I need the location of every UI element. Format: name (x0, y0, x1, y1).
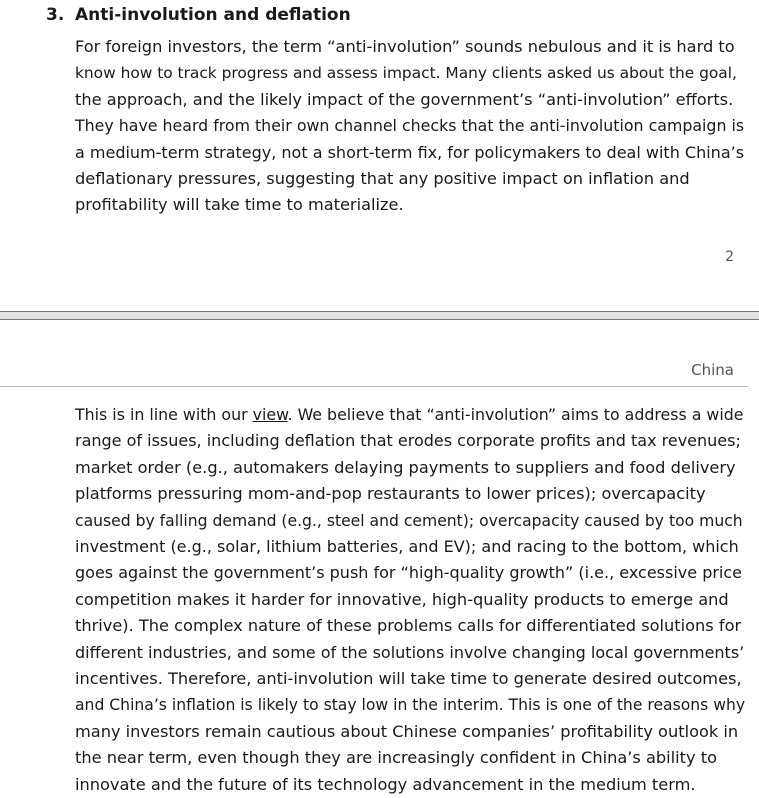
paragraph-line: a medium-term strategy, not a short-term fix, for policymakers to deal with China’s (75, 142, 745, 162)
paragraph-line: and China’s inflation is likely to stay low in the interim. This is one of the reasons why (75, 696, 746, 715)
section-heading (46, 4, 351, 26)
paragraph-line: range of issues, including deflation that erodes corporate profits and tax revenues; (75, 431, 741, 451)
view-link[interactable]: view (252, 405, 288, 424)
page-break-separator (0, 311, 759, 320)
paragraph-line: the near term, even though they are increasingly confident in China’s ability to (75, 748, 717, 768)
paragraph-line: market order (e.g., automakers delaying payments to suppliers and food delivery (75, 457, 736, 477)
paragraph-line: platforms pressuring mom-and-pop restaurants to lower prices); overcapacity (75, 484, 706, 504)
section-number: 3. (46, 5, 65, 25)
running-header: China (691, 361, 734, 379)
paragraph-line: deflationary pressures, suggesting that any positive impact on inflation and (75, 169, 690, 189)
paragraph-line: incentives. Therefore, anti-involution will take time to generate desired outcomes, (75, 669, 742, 689)
text-before-link: This is in line with our (75, 405, 253, 424)
paragraph-line: profitability will take time to materialize. (75, 195, 404, 215)
section-title: Anti-involution and deflation (75, 5, 351, 25)
paragraph-line: know how to track progress and assess impact. Many clients asked us about the goal, (75, 64, 737, 83)
paragraph-line: the approach, and the likely impact of the government’s “anti-involution” efforts. (75, 89, 734, 109)
header-divider (0, 386, 748, 387)
paragraph-line: For foreign investors, the term “anti-involution” sounds nebulous and it is hard to (75, 37, 735, 56)
section-paragraph (75, 34, 745, 219)
page-number: 2 (725, 249, 734, 265)
text-after-link: . We believe that “anti-involution” aims to address a wide (287, 405, 744, 424)
paragraph-line: competition makes it harder for innovative, high-quality products to emerge and (75, 589, 729, 609)
paragraph-line: They have heard from their own channel checks that the anti-involution campaign is (75, 116, 745, 136)
document-page-upper (0, 0, 759, 312)
paragraph-line (75, 402, 745, 428)
paragraph-line: goes against the government’s push for “high-quality growth” (i.e., excessive price (75, 563, 743, 583)
paragraph-line: thrive). The complex nature of these problems calls for differentiated solutions for (75, 616, 742, 636)
body-paragraph (75, 402, 745, 798)
document-page-lower (0, 320, 759, 796)
paragraph-line: caused by falling demand (e.g., steel and cement); overcapacity caused by too much (75, 511, 743, 530)
paragraph-line: different industries, and some of the solutions involve changing local governments’ (75, 642, 745, 662)
paragraph-line: investment (e.g., solar, lithium batteries, and EV); and racing to the bottom, which (75, 537, 739, 557)
paragraph-line: innovate and the future of its technology advancement in the medium term. (75, 774, 696, 794)
paragraph-line: many investors remain cautious about Chinese companies’ profitability outlook in (75, 721, 739, 741)
